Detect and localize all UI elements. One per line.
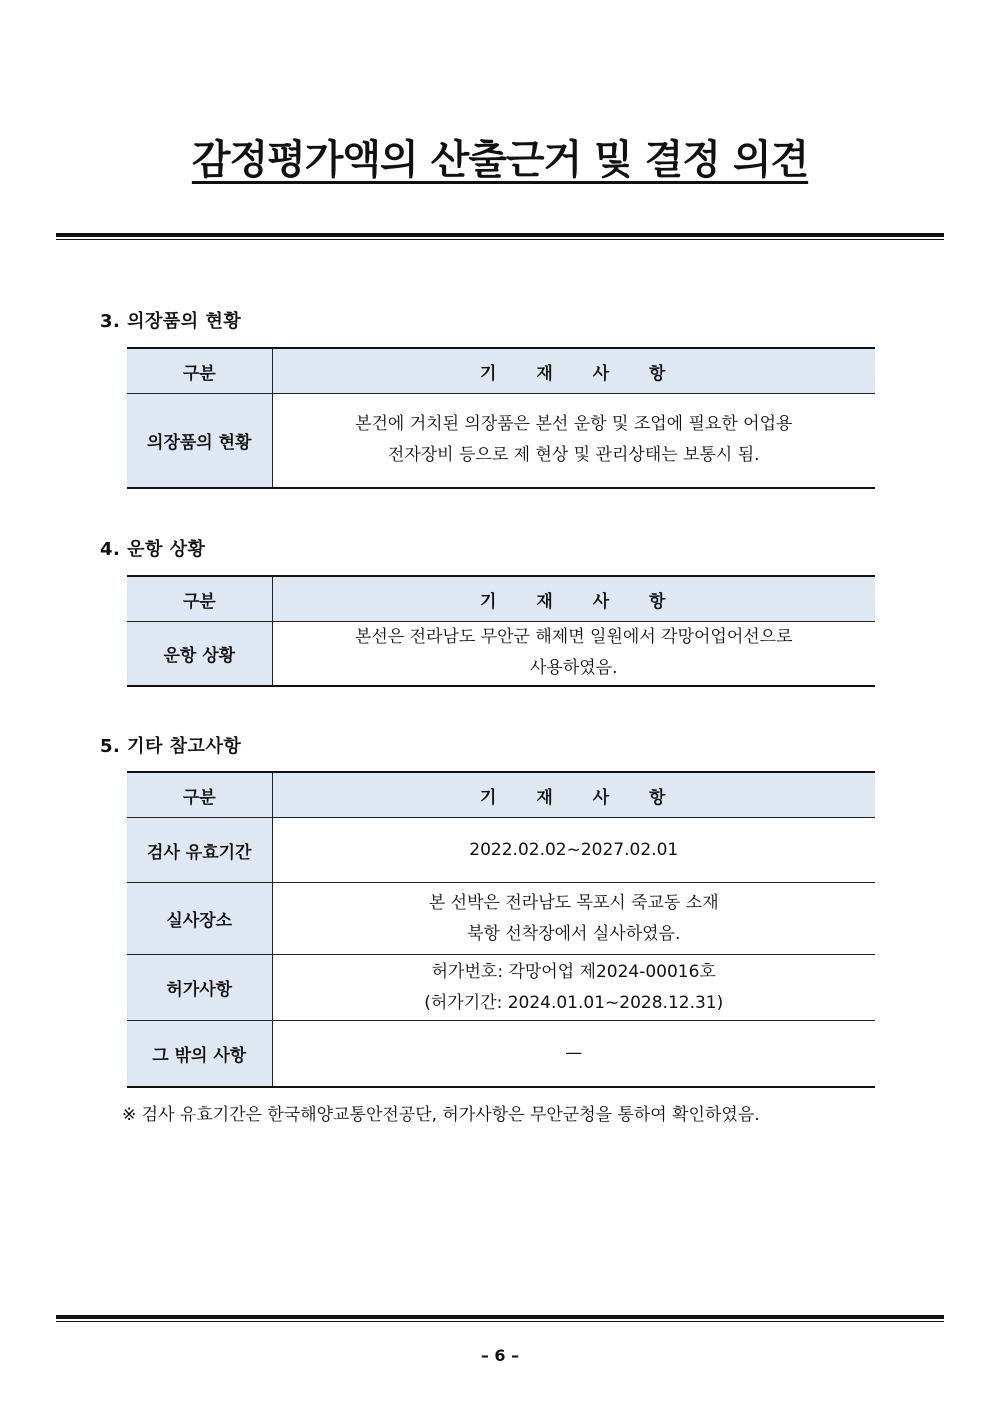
section-heading-equipment: 3. 의장품의 현황 bbox=[100, 311, 242, 332]
row-label: 실사장소 bbox=[127, 883, 272, 955]
table-header-row bbox=[127, 576, 875, 622]
other-table bbox=[127, 771, 875, 1088]
column-header-details: 기 재 사 항 bbox=[272, 772, 875, 818]
footnote: ※ 검사 유효기간은 한국해양교통안전공단, 허가사항은 무안군청을 통하여 확인하였음. bbox=[122, 1105, 760, 1125]
column-header-category: 구분 bbox=[127, 576, 272, 622]
table-row bbox=[127, 394, 875, 488]
row-value: 본선은 전라남도 무안군 해제면 일원에서 각망어업어선으로 사용하였음. bbox=[272, 622, 875, 686]
row-label: 허가사항 bbox=[127, 955, 272, 1021]
table-row bbox=[127, 1021, 875, 1087]
row-label: 그 밖의 사항 bbox=[127, 1021, 272, 1087]
page-number: – 6 – bbox=[480, 1346, 520, 1365]
row-value: — bbox=[272, 1021, 875, 1087]
section-heading-other: 5. 기타 참고사항 bbox=[100, 736, 242, 757]
equipment-table bbox=[127, 347, 875, 489]
column-header-category: 구분 bbox=[127, 772, 272, 818]
table-row bbox=[127, 883, 875, 955]
table-row bbox=[127, 818, 875, 883]
row-value: 본 선박은 전라남도 목포시 죽교동 소재 북항 선착장에서 실사하였음. bbox=[272, 883, 875, 955]
section-heading-operation: 4. 운항 상황 bbox=[100, 539, 206, 560]
row-value: 본건에 거치된 의장품은 본선 운항 및 조업에 필요한 어업용 전자장비 등으로 제 현상 및 관리상태는 보통시 됨. bbox=[272, 394, 875, 488]
page-title-wrap bbox=[0, 128, 1000, 185]
row-label: 운항 상황 bbox=[127, 622, 272, 686]
page-title: 감정평가액의 산출근거 및 결정 의견 bbox=[191, 137, 809, 183]
table-row bbox=[127, 622, 875, 686]
table-header-row bbox=[127, 772, 875, 818]
column-header-category: 구분 bbox=[127, 348, 272, 394]
column-header-details: 기 재 사 항 bbox=[272, 348, 875, 394]
row-value: 허가번호: 각망어업 제2024-00016호 (허가기간: 2024.01.01~2028.12.31) bbox=[272, 955, 875, 1021]
table-header-row bbox=[127, 348, 875, 394]
top-divider bbox=[56, 233, 944, 240]
column-header-details: 기 재 사 항 bbox=[272, 576, 875, 622]
row-label: 검사 유효기간 bbox=[127, 818, 272, 883]
table-row bbox=[127, 955, 875, 1021]
bottom-divider bbox=[56, 1315, 944, 1322]
row-value: 2022.02.02~2027.02.01 bbox=[272, 818, 875, 883]
operation-table bbox=[127, 575, 875, 687]
row-label: 의장품의 현황 bbox=[127, 394, 272, 488]
